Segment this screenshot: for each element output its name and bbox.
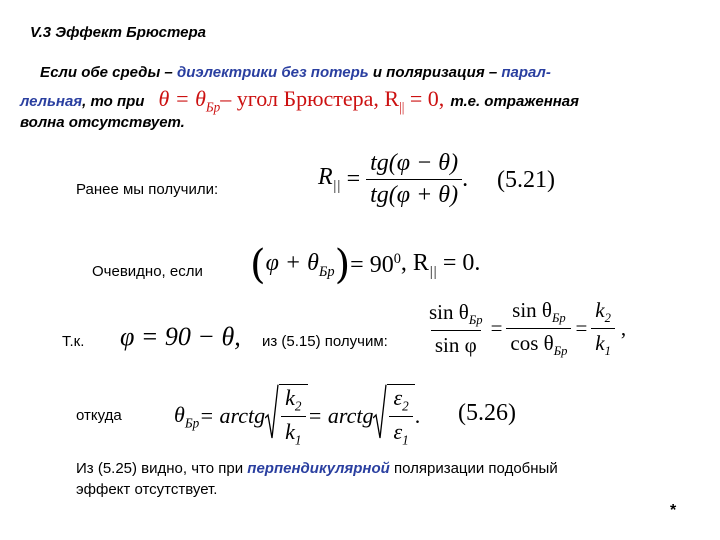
sum-expression: φ + θ	[265, 249, 319, 276]
equals-sign: =	[346, 166, 361, 192]
formula-sub-br: Бр	[205, 99, 221, 115]
r-symbol: R	[318, 164, 333, 191]
k1	[281, 416, 305, 448]
row2-label: Очевидно, если	[92, 263, 203, 280]
sin-ratio-fraction	[425, 300, 487, 358]
f3-denominator	[591, 328, 615, 359]
theta-sub: Бр	[184, 415, 200, 431]
f1-num-text: sin θ	[429, 299, 469, 324]
f3-num-text: k	[595, 298, 605, 322]
f1-denominator	[431, 330, 481, 358]
f3-den-text: k	[595, 331, 605, 356]
f1-num-sub: Бр	[468, 312, 483, 327]
f2-numerator	[508, 298, 570, 328]
sqrt-epsilon-ratio	[373, 384, 414, 449]
para1-text: , то при	[82, 92, 145, 110]
equals-sign: =	[490, 316, 503, 341]
paren-open: (	[250, 242, 266, 288]
eps2-sub: 2	[402, 398, 409, 414]
sqrt-k-ratio	[265, 384, 307, 449]
r-zero: = 0.	[436, 249, 481, 276]
radical-sign-icon	[265, 384, 279, 440]
k2	[281, 385, 305, 416]
tangent-fraction	[366, 150, 462, 209]
formula-period: .	[414, 403, 421, 429]
radical-sign-icon	[373, 384, 387, 440]
para1-emphasis-parallel-cont: лельная	[20, 92, 83, 110]
k1-sub: 1	[294, 432, 302, 448]
fraction-numerator: tg(φ − θ)	[370, 150, 459, 176]
formula-theta-eq: θ = θ	[158, 86, 206, 112]
para1-emphasis-parallel: парал-	[501, 64, 551, 81]
f2-den-sub: Бр	[553, 344, 568, 359]
arctg-label-2: = arctg	[307, 403, 374, 429]
para1-emphasis-dielectric: диэлектрики без потерь	[176, 64, 369, 81]
phi-plus-theta	[266, 250, 335, 281]
fraction-denominator: tg(φ + θ)	[366, 179, 462, 209]
paragraph-1-line-3: волна отсутствует.	[20, 114, 185, 131]
sqrt-content	[279, 384, 307, 449]
r-parallel-symbol	[318, 164, 341, 195]
snell-ratio-formula	[425, 298, 626, 359]
para1-text: т.е. отраженная	[450, 92, 579, 110]
paragraph-2-line-1	[76, 460, 558, 477]
formula-period: .	[462, 166, 469, 192]
equals-90-degrees	[350, 251, 401, 279]
degree-sup: 0	[393, 251, 401, 267]
reflection-coefficient-formula	[318, 150, 468, 209]
eps2-text: ε	[393, 385, 403, 410]
paragraph-1-line-2	[20, 86, 579, 116]
theta-symbol: θ	[174, 401, 185, 427]
f2-num-sub: Бр	[551, 311, 566, 326]
equation-number-5-21: (5.21)	[497, 167, 555, 193]
eps1-text: ε	[393, 419, 403, 445]
r-label: , R	[400, 249, 429, 276]
row3-label: Т.к.	[62, 333, 85, 350]
eps1	[389, 416, 412, 448]
r-sub: ||	[428, 263, 437, 280]
k2-sub: 2	[294, 398, 302, 414]
k-fraction	[281, 385, 305, 449]
arctg-label-1: = arctg	[199, 403, 266, 429]
f2-num-text: sin θ	[512, 298, 552, 322]
phi-complement-formula: φ = 90 − θ,	[120, 322, 241, 351]
para2-emphasis-perpendicular: перпендикулярной	[247, 460, 390, 477]
f2-denominator	[506, 328, 571, 359]
f1-numerator	[425, 300, 487, 330]
f3-numerator	[591, 298, 615, 328]
k2-text: k	[285, 385, 295, 410]
para1-text: и поляризация –	[368, 64, 502, 81]
equals-sign: =	[575, 316, 588, 341]
k1-text: k	[285, 419, 295, 445]
f3-den-sub: 1	[604, 344, 611, 359]
brewster-condition-formula	[158, 86, 220, 115]
equation-number-5-26: (5.26)	[458, 400, 516, 426]
f3-num-sub: 2	[604, 311, 611, 326]
paren-close: )	[334, 242, 351, 288]
para2-text: поляризации подобный	[389, 460, 558, 477]
formula-sub-par: ||	[399, 99, 405, 115]
paragraph-1-line-1	[40, 64, 551, 81]
para1-text: Если обе среды –	[40, 64, 177, 81]
f2-den-text: cos θ	[510, 331, 554, 356]
sqrt-content	[387, 384, 414, 449]
brewster-angle-formula	[174, 384, 420, 449]
formula-comma: ,	[620, 316, 627, 341]
sum-subscript: Бр	[318, 263, 335, 280]
sin-cos-fraction	[506, 298, 571, 359]
formula-eq-zero: = 0,	[404, 86, 445, 112]
formula-angle-label: – угол Брюстера, R	[220, 86, 400, 112]
slide-title: V.3 Эффект Брюстера	[30, 24, 206, 41]
f1-den-text: sin φ	[434, 332, 477, 357]
footer-asterisk: *	[670, 502, 677, 519]
brewster-angle-text	[220, 86, 444, 115]
eps2	[389, 385, 412, 416]
r-subscript: ||	[332, 177, 341, 194]
para2-text: Из (5.25) видно, что при	[76, 460, 248, 477]
brewster-sum-condition	[250, 242, 481, 288]
r-parallel-zero	[401, 250, 480, 281]
row1-label: Ранее мы получили:	[76, 181, 219, 198]
row4-label: откуда	[76, 407, 122, 424]
paragraph-2-line-2: эффект отсутствует.	[76, 481, 218, 498]
rhs-value: = 90	[350, 252, 394, 278]
row3-mid-label: из (5.15) получим:	[262, 333, 388, 350]
eps1-sub: 1	[402, 432, 409, 448]
k-ratio-fraction	[591, 298, 615, 359]
epsilon-fraction	[389, 385, 412, 449]
theta-br-symbol	[174, 402, 199, 431]
